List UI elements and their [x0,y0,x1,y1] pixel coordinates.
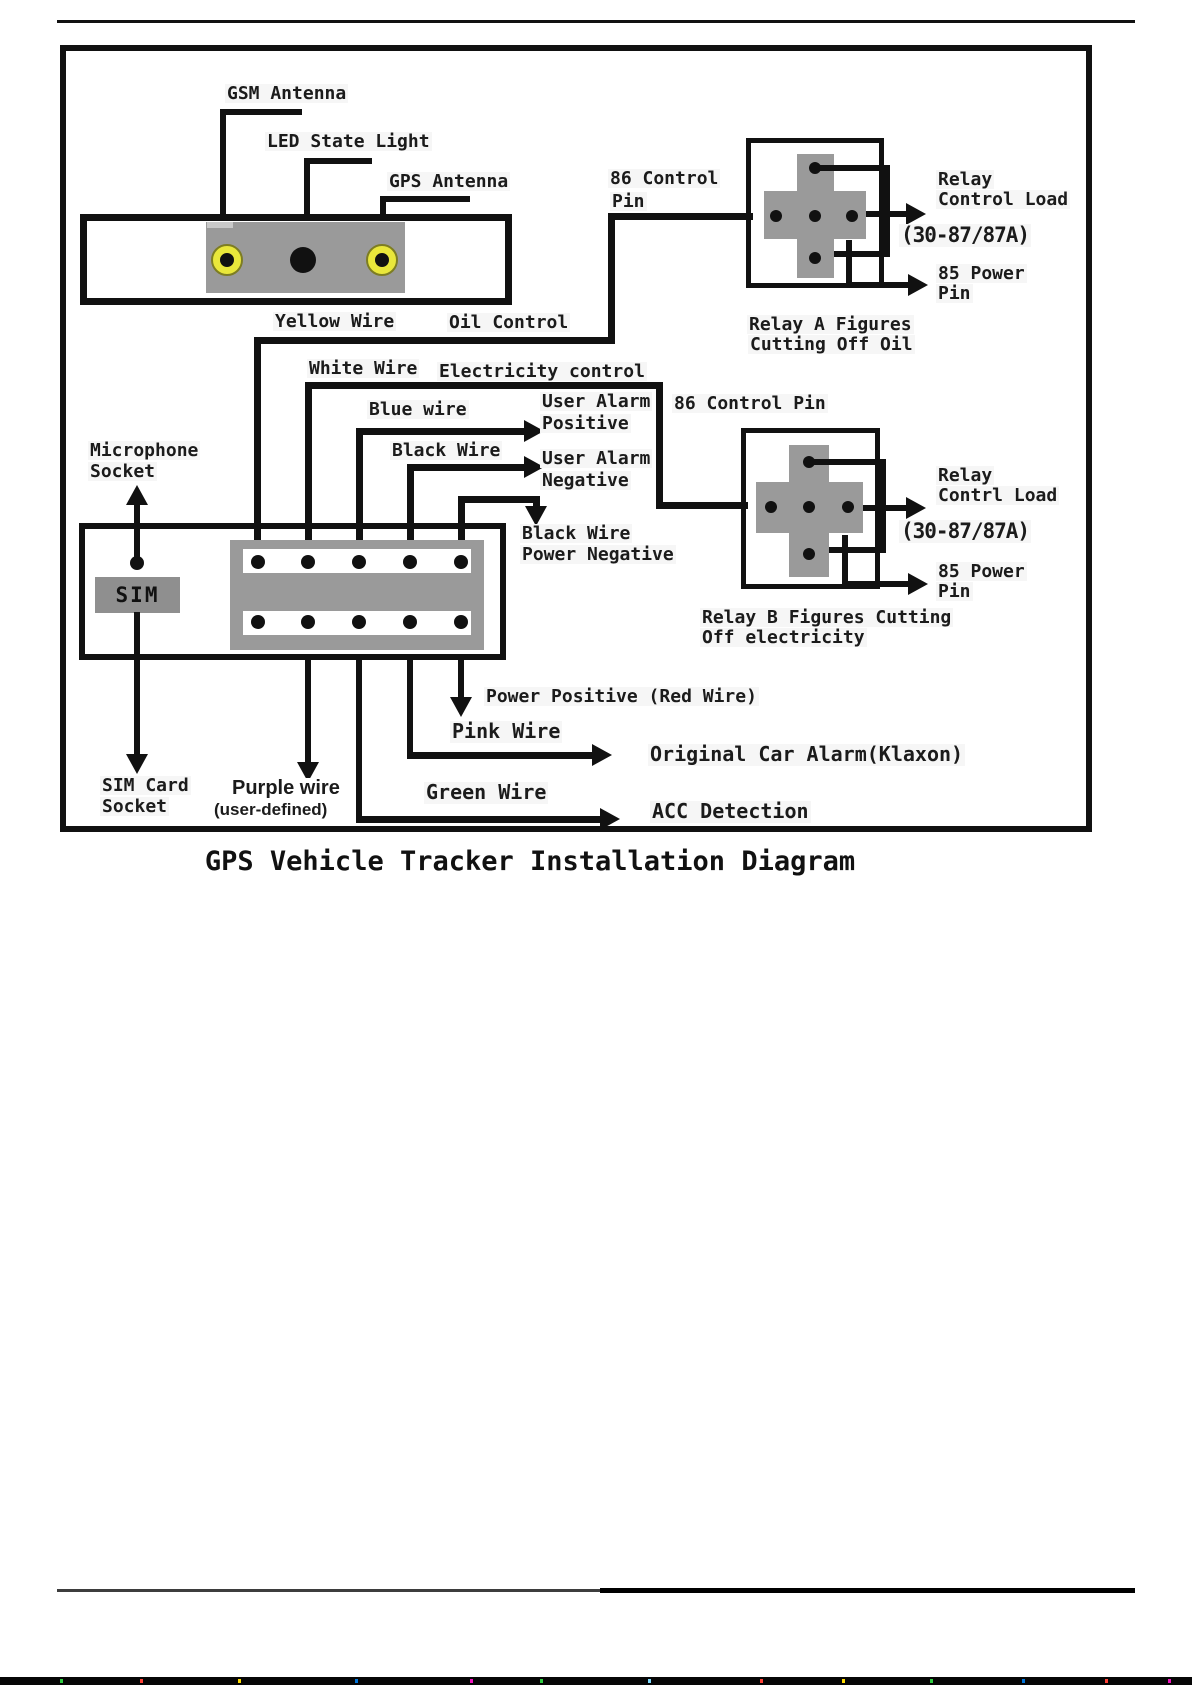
relay-b-loop-h1 [812,459,886,465]
user-alarm-positive-line1: User Alarm [542,391,651,412]
connector-pin-b5 [454,615,468,629]
sim-socket-label-line1: SIM Card [102,775,189,796]
yellow-wire-h [254,337,615,344]
black-power-label-line1: Black Wire [522,523,631,544]
user-alarm-negative-line2: Negative [542,470,629,491]
original-car-alarm-label: Original Car Alarm(Klaxon) [650,742,964,766]
top-rule [57,20,1135,23]
relay-b-86-label: 86 Control Pin [674,393,826,414]
led-callout-line-v [304,158,310,215]
relay-b-power-label-line1: 85 Power [938,561,1025,582]
relay-a-power-line-h [846,282,910,288]
microphone-line [134,503,140,563]
relay-b-pin-left [765,501,777,513]
microphone-arrow-icon [126,485,148,505]
purple-wire-label-line2: (user-defined) [214,800,328,819]
tracker-panel-notch [207,222,233,228]
relay-a-caption-line2: Cutting Off Oil [750,334,913,355]
black-power-label-line2: Power Negative [522,544,674,565]
relay-a-loop-h2 [834,251,890,257]
relay-a-power-label-line1: 85 Power [938,263,1025,284]
white-wire-h2 [656,502,748,509]
relay-b-power-arrow-icon [908,573,928,595]
microphone-label-line2: Socket [90,461,156,482]
power-positive-wire-v [458,655,464,699]
oil-control-label: Oil Control [449,312,569,333]
relay-a-86-label-line1: 86 Control [610,168,719,189]
relay-a-load-label-line1: Relay [938,169,993,190]
gps-antenna-label: GPS Antenna [389,171,509,192]
sim-socket-arrow-icon [126,754,148,774]
relay-a-power-label-line2: Pin [938,283,971,304]
relay-a-load-arrow-icon [906,203,926,225]
green-wire-arrow-icon [600,808,620,830]
connector-pin-t4 [403,555,417,569]
relay-a-control-wire-v [608,213,615,344]
relay-b-terminals-label: (30-87/87A) [901,519,1030,543]
relay-a-control-wire-h [608,213,753,220]
relay-a-pin-left [770,210,782,222]
relay-a-86-label-line2: Pin [612,191,645,212]
pink-wire-label: Pink Wire [452,719,561,743]
power-positive-label: Power Positive (Red Wire) [486,686,757,707]
black-power-wire-h [458,496,540,503]
pink-wire-h [407,752,594,759]
user-alarm-negative-line1: User Alarm [542,448,651,469]
green-wire-h [356,816,602,823]
relay-a-power-arrow-icon [908,274,928,296]
connector-pin-t5 [454,555,468,569]
relay-b-load-label-line1: Relay [938,465,993,486]
purple-wire-v [305,655,311,765]
white-wire-label: White Wire [309,358,418,379]
relay-a-loop-h1 [818,165,890,171]
relay-b-power-line-v [842,535,848,587]
gps-callout-line-v [380,196,386,215]
purple-wire-label-line1: Purple wire [232,777,340,799]
relay-b-caption-line2: Off electricity [702,627,865,648]
green-wire-label: Green Wire [426,780,547,804]
green-wire-v [356,655,362,823]
connector-pin-t1 [251,555,265,569]
white-wire-h [305,382,663,389]
diagram-frame [60,45,1092,832]
microphone-label-line1: Microphone [90,440,199,461]
relay-b-power-line-h [842,581,910,587]
sim-socket-line [134,612,140,756]
gps-port-hole-icon [375,253,389,267]
gps-callout-line-h [380,196,470,202]
led-state-light-icon [290,247,316,273]
gsm-antenna-port [211,244,243,276]
connector-pin-t3 [352,555,366,569]
relay-b-loop-h2 [829,547,886,553]
connector-pin-b2 [301,615,315,629]
gsm-antenna-label: GSM Antenna [227,83,347,104]
black-wire-h [407,464,526,471]
relay-b-pin-bottom [803,548,815,560]
bottom-rule-right [600,1588,1135,1593]
gsm-callout-line-h [220,109,302,115]
pink-wire-v [407,655,413,759]
pink-wire-arrow-icon [592,744,612,766]
bottom-rule-left [57,1589,602,1592]
relay-a-pin-bottom [809,252,821,264]
led-callout-line-h [304,158,372,164]
white-wire-v2 [656,382,663,509]
power-positive-arrow-icon [450,697,472,717]
relay-b-pin-center [803,501,815,513]
relay-b-caption-line1: Relay B Figures Cutting [702,607,952,628]
relay-a-caption-line1: Relay A Figures [749,314,912,335]
yellow-wire-label: Yellow Wire [275,311,395,332]
gsm-port-hole-icon [220,253,234,267]
scan-noise-strip [0,1677,1192,1685]
user-alarm-positive-line2: Positive [542,413,629,434]
relay-b-load-line [863,505,908,511]
connector-pin-t2 [301,555,315,569]
gsm-callout-line-v [220,109,226,215]
relay-b-load-arrow-icon [906,497,926,519]
relay-b-pin-right [842,501,854,513]
page-title: GPS Vehicle Tracker Installation Diagram [204,846,856,877]
gps-antenna-port [366,244,398,276]
acc-detection-label: ACC Detection [652,799,809,823]
relay-a-load-line [866,211,908,217]
led-state-light-label: LED State Light [267,131,430,152]
relay-b-power-label-line2: Pin [938,581,971,602]
blue-wire-h [356,428,526,435]
sim-chip: SIM [115,583,160,607]
relay-a-power-line-v [846,240,852,288]
connector-pin-b1 [251,615,265,629]
relay-b-load-label-line2: Contrl Load [938,485,1058,506]
connector-pin-b3 [352,615,366,629]
sim-socket-label-line2: Socket [102,796,168,817]
blue-wire-label: Blue wire [369,399,467,420]
connector-pin-b4 [403,615,417,629]
black-wire-label: Black Wire [392,440,501,461]
relay-a-pin-center [809,210,821,222]
relay-a-terminals-label: (30-87/87A) [901,223,1030,247]
relay-a-load-label-line2: Control Load [938,189,1069,210]
electricity-control-label: Electricity control [439,361,645,382]
relay-a-pin-right [846,210,858,222]
